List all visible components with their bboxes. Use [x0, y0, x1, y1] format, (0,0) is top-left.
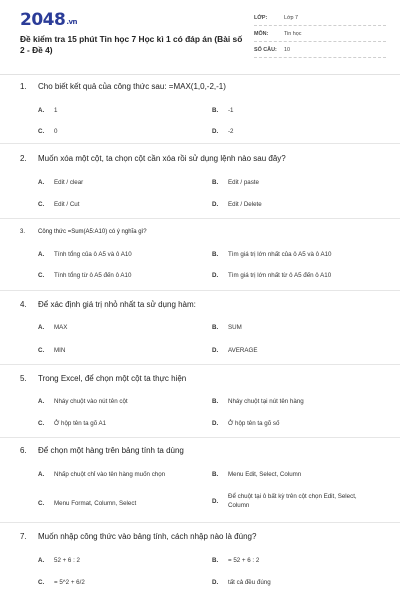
option-a[interactable] [38, 557, 80, 564]
option-text: Edit / Delete [228, 201, 262, 208]
option-text: MIN [54, 347, 66, 354]
option-text: Edit / clear [54, 179, 84, 186]
question-prompt: Trong Excel, để chọn một cột ta thực hiện [38, 374, 187, 383]
option-text: Menu Format, Column, Select [54, 500, 137, 507]
option-letter: C. [38, 201, 45, 208]
option-d[interactable] [212, 272, 331, 279]
option-a[interactable] [38, 471, 165, 478]
option-text: Nháy chuột vào nút tên cột [54, 398, 128, 405]
question-divider [0, 290, 400, 291]
option-text: Edit / Cut [54, 201, 80, 208]
option-d[interactable] [212, 492, 376, 510]
option-text: = 52 + 6 : 2 [228, 557, 260, 564]
option-letter: C. [38, 500, 45, 507]
option-text: Menu Edit, Select, Column [228, 471, 302, 478]
meta-value: Tin học [284, 31, 302, 37]
option-letter: B. [212, 398, 219, 405]
option-c[interactable] [38, 347, 65, 354]
header-divider [0, 74, 400, 75]
option-letter: B. [212, 557, 219, 564]
option-b[interactable] [212, 179, 259, 186]
option-letter: C. [38, 420, 45, 427]
option-text: MAX [54, 324, 68, 331]
option-c[interactable] [38, 272, 131, 279]
option-text: 1 [54, 107, 58, 114]
question-prompt: Để chọn một hàng trên bảng tính ta dùng [38, 446, 184, 455]
option-d[interactable] [212, 579, 271, 586]
option-text: Ở hộp tên ta gõ số [228, 420, 280, 427]
meta-row-count [254, 44, 386, 58]
question-prompt: Muốn xóa một cột, ta chọn cột cần xóa rồi sử dụng lệnh nào sau đây? [38, 154, 286, 163]
meta-row-subject [254, 28, 386, 42]
option-b[interactable] [212, 107, 234, 114]
meta-label: MÔN: [254, 31, 269, 37]
option-letter: A. [38, 251, 45, 258]
option-c[interactable] [38, 128, 57, 135]
option-letter: C. [38, 272, 45, 279]
option-b[interactable] [212, 471, 301, 478]
option-text: Tìm giá trị lớn nhất từ ô A5 đến ô A10 [228, 272, 332, 279]
option-text: Tính tổng của ô A5 và ô A10 [54, 251, 132, 258]
question-divider [0, 218, 400, 219]
option-text: Edit / paste [228, 179, 259, 186]
question-text [20, 82, 226, 91]
option-letter: D. [212, 497, 219, 505]
option-b[interactable] [212, 251, 331, 258]
option-d[interactable] [212, 347, 257, 354]
option-letter: B. [212, 251, 219, 258]
question-number: 1. [20, 82, 27, 91]
option-letter: D. [212, 347, 219, 354]
option-text: 52 + 6 : 2 [54, 557, 80, 564]
option-letter: B. [212, 179, 219, 186]
option-c[interactable] [38, 500, 136, 507]
option-text: Nháy chuột tại nút tên hàng [228, 398, 304, 405]
option-letter: A. [38, 557, 45, 564]
question-number: 2. [20, 154, 27, 163]
option-c[interactable] [38, 420, 106, 427]
option-d[interactable] [212, 420, 279, 427]
question-number: 5. [20, 374, 27, 383]
option-text: tất cả đều đúng [228, 579, 271, 586]
option-text: -1 [228, 107, 234, 114]
question-prompt: Muốn nhập công thức vào bảng tính, cách nhập nào là đúng? [38, 532, 257, 541]
question-number: 3. [20, 229, 26, 235]
logo-text: 2048 [20, 10, 66, 30]
option-text: AVERAGE [228, 347, 258, 354]
question-prompt: Công thức =Sum(A5:A10) có ý nghĩa gì? [38, 229, 147, 235]
question-text [20, 532, 256, 541]
site-logo[interactable] [20, 10, 77, 30]
option-b[interactable] [212, 398, 304, 405]
meta-row-class [254, 12, 386, 26]
meta-label: SỐ CÂU: [254, 47, 277, 53]
option-text: -2 [228, 128, 234, 135]
question-divider [0, 437, 400, 438]
option-letter: D. [212, 201, 219, 208]
option-letter: D. [212, 579, 219, 586]
option-letter: A. [38, 107, 45, 114]
document-title: Đề kiểm tra 15 phút Tin học 7 Học kì 1 có đáp án (Bài số 2 - Đề 4) [20, 34, 243, 55]
option-letter: A. [38, 179, 45, 186]
option-letter: D. [212, 128, 219, 135]
meta-label: LỚP: [254, 15, 268, 21]
question-text [20, 300, 196, 309]
question-divider [0, 364, 400, 365]
option-a[interactable] [38, 179, 83, 186]
option-a[interactable] [38, 398, 128, 405]
option-b[interactable] [212, 557, 259, 564]
option-b[interactable] [212, 324, 242, 331]
page-header [0, 0, 400, 74]
question-divider [0, 143, 400, 144]
option-letter: A. [38, 471, 45, 478]
option-text: Nhấp chuột chỉ vào tên hàng muốn chọn [54, 471, 166, 478]
option-text: SUM [228, 324, 242, 331]
question-prompt: Để xác định giá trị nhỏ nhất ta sử dụng hàm: [38, 300, 196, 309]
option-c[interactable] [38, 201, 79, 208]
question-text [20, 229, 147, 235]
logo-suffix: .vn [66, 18, 78, 26]
option-text: Tìm giá trị lớn nhất của ô A5 và ô A10 [228, 251, 332, 258]
meta-info [254, 12, 386, 60]
question-text [20, 154, 286, 163]
option-text: 0 [54, 128, 58, 135]
question-number: 6. [20, 446, 27, 455]
option-letter: B. [212, 471, 219, 478]
option-a[interactable] [38, 251, 132, 258]
option-d[interactable] [212, 128, 234, 135]
option-letter: C. [38, 347, 45, 354]
question-text [20, 446, 184, 455]
option-d[interactable] [212, 201, 262, 208]
question-text [20, 374, 186, 383]
option-text: Tính tổng từ ô A5 đến ô A10 [54, 272, 132, 279]
option-letter: B. [212, 107, 219, 114]
question-prompt: Cho biết kết quả của công thức sau: =MAX(1,0,-2,-1) [38, 82, 226, 91]
option-c[interactable] [38, 579, 85, 586]
option-letter: D. [212, 272, 219, 279]
question-number: 4. [20, 300, 27, 309]
option-letter: C. [38, 128, 45, 135]
option-text: Ở hộp tên ta gõ A1 [54, 420, 107, 427]
option-letter: C. [38, 579, 45, 586]
option-a[interactable] [38, 324, 67, 331]
option-a[interactable] [38, 107, 57, 114]
option-letter: D. [212, 420, 219, 427]
option-letter: B. [212, 324, 219, 331]
option-text: = 5^2 + 6/2 [54, 579, 85, 586]
question-number: 7. [20, 532, 27, 541]
meta-value: Lớp 7 [284, 15, 299, 21]
question-divider [0, 522, 400, 523]
meta-value: 10 [284, 47, 290, 53]
option-letter: A. [38, 324, 45, 331]
option-letter: A. [38, 398, 45, 405]
option-text: Để chuột tại ô bất kỳ trên cột chọn Edit, Select, Column [228, 493, 357, 509]
